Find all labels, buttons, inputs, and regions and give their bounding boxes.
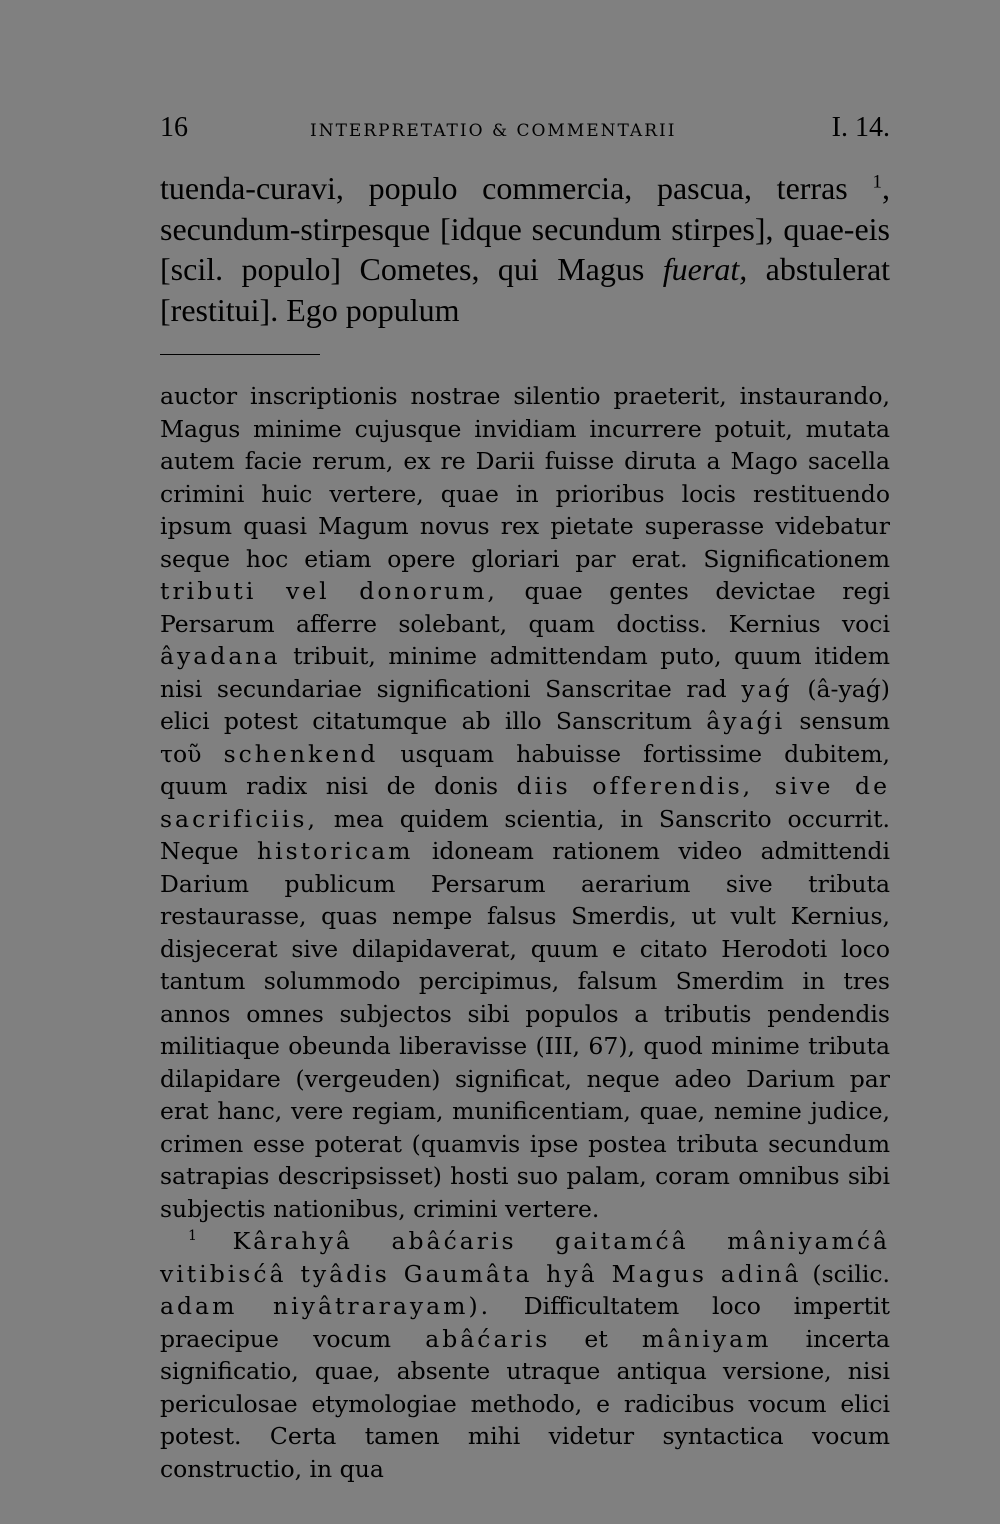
footnote-term: abâćaris xyxy=(425,1324,551,1353)
footnote-separator xyxy=(160,354,320,355)
section-reference: I. 14. xyxy=(831,112,890,143)
note-text: mea quidem scientia, in Sanscrito occurrit. Neque xyxy=(160,804,890,865)
footnote-term: mâniyam xyxy=(641,1324,772,1353)
note-text: sensum τοῦ xyxy=(160,707,890,768)
note-spaced-term: diis offerendis, sive de sacrificiis, xyxy=(160,772,890,833)
note-text: (â-yaǵ) elici potest citatumque ab illo Sanscritum xyxy=(160,674,890,735)
main-text-before: tuenda-curavi, populo commercia, pascua, terras xyxy=(160,170,848,206)
note-text: quae gentes devictae regi Persarum afferre solebant, quam doctiss. Kernius voci xyxy=(160,577,890,638)
italic-word: fuerat, xyxy=(662,251,748,287)
note-text: tribuit, minime admittendam puto, quum itidem nisi secundariae significationi Sanscritae rad xyxy=(160,642,890,703)
footnote-quote: adam niyâtrarayam). xyxy=(160,1292,492,1320)
page-number: 16 xyxy=(160,112,188,143)
note-spaced-term: historicam xyxy=(256,837,414,865)
note-text: idoneam rationem video admittendi Darium publicum Persarum aerarium sive tributa restaurasse, quas nempe falsus Smerdis, ut vult Kernius, disjecerat sive dilapidaverat, quum e citato Herodoti loco tantum solummodo percipimus, falsum Smerdim in tres annos omnes subjectos sibi populos a tributis pendendis militiaque obeunda liberavisse (III, 67), quod minime tributa dilapidare (vergeuden) significat, neque adeo Darium par erat hanc, vere regiam, munificentiam, quae, nemine judice, crimen esse poterat (quamvis ipse postea tributa secundum satrapias descripsisset) hosti suo palam, coram omnibus sibi subjectis nationibus, crimini vertere. xyxy=(160,837,890,1223)
main-text xyxy=(160,168,890,330)
note-spaced-term: yaǵ xyxy=(741,674,793,703)
footnote-mark: 1 xyxy=(188,1228,197,1245)
footnote-1 xyxy=(160,1225,890,1485)
footnote-marker: 1 xyxy=(872,171,883,193)
note-continuation xyxy=(160,380,890,1225)
note-spaced-term: schenkend xyxy=(223,739,379,768)
note-spaced-term: âyadana xyxy=(160,642,281,670)
main-paragraph xyxy=(160,168,890,330)
footnote-text: Difficultatem loco impertit praecipue vocum xyxy=(160,1292,890,1353)
note-spaced-term: tributi vel donorum, xyxy=(160,577,498,605)
main-text-after: abstulerat [restitui]. Ego populum xyxy=(160,251,891,328)
note-text: auctor inscriptionis nostrae silentio praeterit, instaurando, Magus minime cujusque invidiam incurrere potuit, mutata autem facie rerum, ex re Darii fuisse diruta a Mago sacella crimini huic vertere, quae in prioribus locis restituendo ipsum quasi Magum novus rex pietate superasse videbatur seque hoc etiam opere gloriari par erat. Significationem xyxy=(160,382,890,573)
footnotes xyxy=(160,380,890,1485)
main-text-middle: , secundum-stirpesque [idque secundum stirpes], quae-eis [scil. populo] Cometes, qui Magus xyxy=(160,170,891,287)
note-spaced-term: âyaǵi xyxy=(706,707,786,735)
footnote-text: incerta significatio, quae, absente utraque antiqua versione, nisi periculosae etymologiae methodo, e radicibus vocum elici potest. Certa tamen mihi videtur syntactica vocum constructio, in qua xyxy=(160,1324,890,1483)
footnote-text: et xyxy=(584,1324,608,1353)
page-header xyxy=(160,112,890,152)
running-head: INTERPRETATIO & COMMENTARII xyxy=(310,121,677,141)
footnote-text: (scilic. xyxy=(812,1259,890,1288)
note-text: usquam habuisse fortissime dubitem, quum radix nisi de donis xyxy=(160,739,890,800)
footnote-quote: Kârahyâ abâćaris gaitamćâ mâniyamćâ vitibisćâ tyâdis Gaumâta hyâ Magus adinâ xyxy=(160,1227,890,1288)
